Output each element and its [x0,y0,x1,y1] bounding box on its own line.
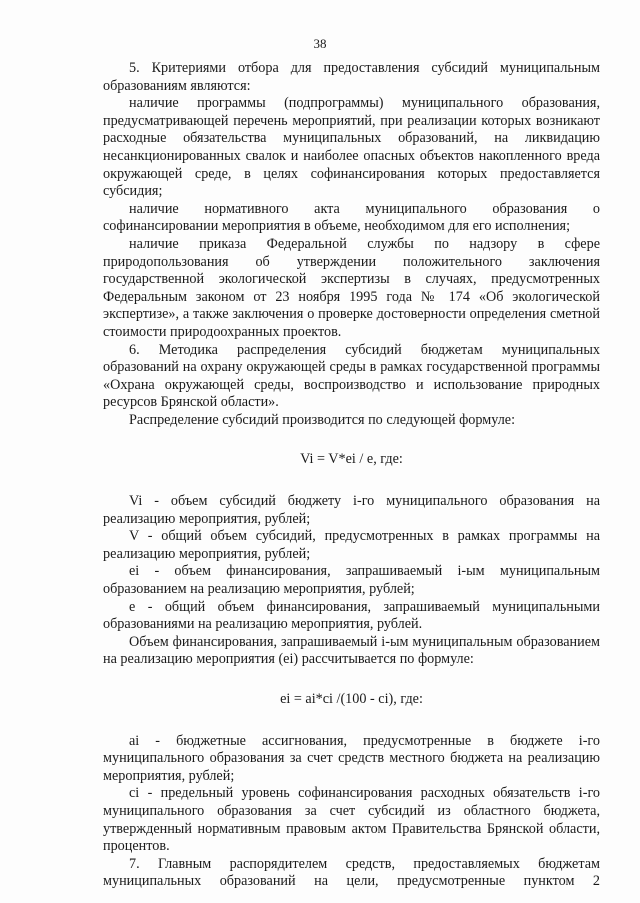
paragraph-ei-intro: Объем финансирования, запрашиваемый i-ым муниципальным образованием на реализацию мероприятия (ei) рассчитывается по формуле: [103,633,600,668]
definition-ei: ei - объем финансирования, запрашиваемый i-ым муниципальным образованием на реализацию мероприятия, рублей; [103,563,600,598]
page-number: 38 [313,36,327,51]
definition-vi: Vi - объем субсидий бюджету i-го муниципального образования на реализацию мероприятия, рублей; [103,493,600,527]
paragraph-main-administrator: 7. Главным распорядителем средств, предоставляемых бюджетам муниципальных образований на цели, предусмотренные пунктом 2 [103,855,600,890]
paragraph-criterion-order: наличие приказа Федеральной службы по надзору в сфере природопользования об утверждении положительного заключения государственной экологической экспертизы в случаях, предусмотренных Федеральным законом от 23 ноября 1995 года № 174 «Об экологической экспертизе», а также заключения о проверке достоверности определения сметной стоимости природоохранных проектов. [103,235,600,340]
paragraph-criterion-act: наличие нормативного акта муниципального образования о софинансировании мероприятия в объеме, необходимом для его исполнения; [103,200,600,235]
definition-ai: ai - бюджетные ассигнования, предусмотренные в бюджете i-го муниципального образования за счет средств местного бюджета на реализацию мероприятия, рублей; [103,732,600,784]
paragraph-methodology: 6. Методика распределения субсидий бюджетам муниципальных образований на охрану окружающей среды в рамках государственной программы «Охрана окружающей среды, воспроизводство и использование природных ресурсов Брянской области». [103,341,600,411]
paragraph-distribution-intro: Распределение субсидий производится по следующей формуле: [129,411,516,428]
definition-v: V - общий объем субсидий, предусмотренных в рамках программы на реализацию мероприятия, рублей; [103,528,600,562]
document-body [103,60,600,891]
paragraph-criteria-heading: 5. Критериями отбора для предоставления субсидий муниципальным образованиям являются: [103,60,600,94]
formula-subsidy: Vi = V*ei / e, где: [300,451,403,468]
paragraph-criterion-program: наличие программы (подпрограммы) муниципального образования, предусматривающей перечень мероприятий, при реализации которых возникают расходные обязательства муниципальных образований, на ликвидацию несанкционированных свалок и наиболее опасных объектов накопленного вреда окружающей среде, в целях софинансирования которых предоставляется субсидия; [103,95,600,200]
formula-financing: ei = ai*ci /(100 - ci), где: [280,691,423,707]
definition-e: e - общий объем финансирования, запрашиваемый муниципальными образованиями на реализацию мероприятия, рублей. [103,598,600,633]
definition-ci: ci - предельный уровень софинансирования расходных обязательств i-го муниципального образования за счет субсидий из областного бюджета, утвержденный нормативным правовым актом Правительства Брянской области, процентов. [103,785,600,855]
